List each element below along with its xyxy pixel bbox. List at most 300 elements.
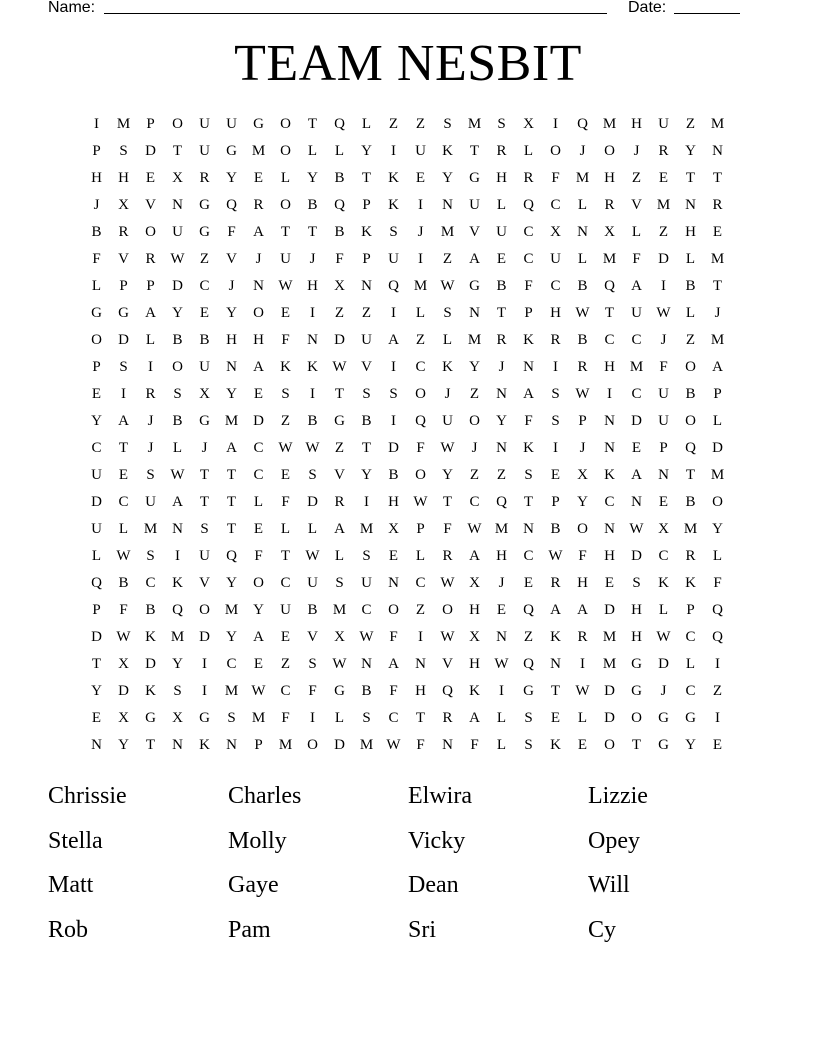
grid-letter: E bbox=[253, 386, 264, 402]
grid-letter: Q bbox=[577, 116, 588, 132]
grid-letter: X bbox=[523, 116, 534, 132]
grid-letter: O bbox=[253, 575, 264, 591]
grid-letter: J bbox=[498, 575, 505, 591]
grid-letter: E bbox=[280, 629, 291, 645]
grid-letter: S bbox=[497, 116, 506, 132]
grid-letter: F bbox=[416, 737, 425, 753]
grid-letter: G bbox=[334, 683, 345, 699]
grid-letter: E bbox=[577, 737, 588, 753]
grid-letter: A bbox=[118, 413, 129, 429]
grid-letter: Q bbox=[226, 197, 237, 213]
grid-letter: F bbox=[281, 710, 290, 726]
grid-letter: Q bbox=[334, 116, 345, 132]
grid-letter: X bbox=[334, 278, 345, 294]
grid-letter: E bbox=[388, 548, 399, 564]
grid-letter: M bbox=[251, 710, 266, 726]
grid-letter: N bbox=[496, 386, 507, 402]
grid-letter: J bbox=[579, 143, 586, 159]
grid-letter: W bbox=[116, 548, 131, 564]
grid-letter: F bbox=[470, 737, 479, 753]
grid-row bbox=[83, 597, 733, 624]
grid-letter: Z bbox=[496, 467, 507, 483]
grid-letter: T bbox=[631, 737, 642, 753]
grid-letter: S bbox=[200, 521, 209, 537]
grid-letter: M bbox=[251, 143, 266, 159]
grid-letter: O bbox=[172, 116, 183, 132]
grid-letter: C bbox=[523, 548, 534, 564]
grid-letter: N bbox=[361, 278, 372, 294]
grid-letter: I bbox=[310, 305, 315, 321]
grid-letter: X bbox=[334, 629, 345, 645]
word-list-row bbox=[48, 823, 768, 868]
grid-letter: N bbox=[91, 737, 102, 753]
grid-letter: W bbox=[170, 467, 185, 483]
grid-letter: D bbox=[334, 737, 345, 753]
grid-letter: H bbox=[577, 575, 588, 591]
grid-letter: T bbox=[280, 548, 291, 564]
grid-letter: B bbox=[172, 413, 183, 429]
grid-letter: T bbox=[415, 710, 426, 726]
grid-letter: I bbox=[310, 386, 315, 402]
grid-letter: P bbox=[146, 116, 155, 132]
grid-letter: W bbox=[575, 683, 590, 699]
grid-letter: S bbox=[362, 386, 371, 402]
grid-letter: R bbox=[604, 197, 615, 213]
grid-letter: B bbox=[685, 494, 696, 510]
grid-letter: G bbox=[226, 143, 237, 159]
grid-letter: X bbox=[469, 575, 480, 591]
grid-letter: L bbox=[631, 224, 642, 240]
grid-letter: G bbox=[199, 197, 210, 213]
grid-letter: P bbox=[146, 278, 155, 294]
grid-letter: D bbox=[118, 683, 129, 699]
grid-letter: C bbox=[631, 386, 642, 402]
grid-letter: N bbox=[550, 656, 561, 672]
grid-letter: E bbox=[658, 494, 669, 510]
grid-letter: B bbox=[91, 224, 102, 240]
grid-letter: R bbox=[550, 332, 561, 348]
grid-letter: M bbox=[359, 737, 374, 753]
grid-letter: Y bbox=[442, 170, 453, 186]
word-list-item: Lizzie bbox=[588, 783, 648, 809]
grid-letter: E bbox=[496, 251, 507, 267]
grid-letter: G bbox=[145, 710, 156, 726]
grid-letter: S bbox=[362, 710, 371, 726]
word-list-item: Rob bbox=[48, 916, 89, 943]
grid-letter: D bbox=[145, 656, 156, 672]
grid-letter: A bbox=[253, 359, 264, 375]
grid-letter: M bbox=[224, 413, 239, 429]
grid-letter: L bbox=[523, 143, 534, 159]
grid-letter: N bbox=[577, 224, 588, 240]
grid-letter: P bbox=[119, 278, 128, 294]
grid-letter: F bbox=[254, 548, 263, 564]
grid-letter: T bbox=[550, 683, 561, 699]
grid-letter: S bbox=[119, 359, 128, 375]
grid-letter: V bbox=[631, 197, 642, 213]
grid-letter: D bbox=[199, 629, 210, 645]
grid-letter: K bbox=[172, 575, 183, 591]
grid-letter: P bbox=[686, 602, 695, 618]
grid-letter: T bbox=[712, 278, 723, 294]
grid-letter: O bbox=[685, 359, 696, 375]
grid-letter: S bbox=[551, 386, 560, 402]
grid-letter: H bbox=[604, 359, 615, 375]
grid-letter: U bbox=[91, 521, 102, 537]
grid-letter: Q bbox=[685, 440, 696, 456]
grid-letter: K bbox=[523, 332, 534, 348]
grid-letter: J bbox=[417, 224, 424, 240]
grid-letter: T bbox=[91, 656, 102, 672]
grid-letter: V bbox=[307, 629, 318, 645]
grid-letter: M bbox=[170, 629, 185, 645]
grid-row bbox=[83, 570, 733, 597]
grid-letter: Z bbox=[685, 116, 696, 132]
grid-letter: G bbox=[658, 710, 669, 726]
grid-row bbox=[83, 732, 733, 759]
grid-row bbox=[83, 651, 733, 678]
grid-letter: B bbox=[685, 278, 696, 294]
grid-letter: W bbox=[629, 521, 644, 537]
grid-letter: K bbox=[145, 629, 156, 645]
grid-row bbox=[83, 543, 733, 570]
word-list-item: Opey bbox=[588, 827, 640, 854]
grid-letter: Y bbox=[226, 386, 237, 402]
grid-letter: Y bbox=[361, 467, 372, 483]
grid-letter: L bbox=[334, 143, 345, 159]
grid-letter: I bbox=[553, 440, 558, 456]
grid-letter: G bbox=[91, 305, 102, 321]
grid-letter: A bbox=[469, 710, 480, 726]
grid-letter: Q bbox=[415, 413, 426, 429]
grid-letter: I bbox=[580, 656, 585, 672]
grid-letter: A bbox=[145, 305, 156, 321]
grid-letter: Q bbox=[388, 278, 399, 294]
grid-letter: K bbox=[442, 359, 453, 375]
grid-letter: X bbox=[118, 197, 129, 213]
grid-letter: N bbox=[604, 440, 615, 456]
grid-letter: F bbox=[281, 494, 290, 510]
grid-letter: I bbox=[310, 710, 315, 726]
grid-letter: W bbox=[440, 629, 455, 645]
grid-letter: P bbox=[416, 521, 425, 537]
word-list-item: Matt bbox=[48, 872, 94, 898]
grid-letter: C bbox=[550, 197, 561, 213]
word-list-row bbox=[48, 867, 768, 912]
grid-letter: C bbox=[631, 332, 642, 348]
grid-letter: P bbox=[92, 359, 101, 375]
word-list-item: Stella bbox=[48, 827, 103, 854]
grid-letter: O bbox=[253, 305, 264, 321]
grid-letter: C bbox=[118, 494, 129, 510]
grid-letter: D bbox=[307, 494, 318, 510]
grid-letter: W bbox=[305, 548, 320, 564]
grid-letter: F bbox=[524, 413, 533, 429]
grid-letter: C bbox=[361, 602, 372, 618]
grid-letter: Y bbox=[253, 602, 264, 618]
grid-letter: O bbox=[685, 413, 696, 429]
grid-letter: F bbox=[119, 602, 128, 618]
grid-letter: D bbox=[91, 494, 102, 510]
word-list-item: Molly bbox=[228, 827, 287, 854]
grid-letter: R bbox=[334, 494, 345, 510]
grid-letter: Y bbox=[226, 170, 237, 186]
grid-letter: U bbox=[226, 116, 237, 132]
grid-letter: A bbox=[388, 656, 399, 672]
grid-letter: C bbox=[199, 278, 210, 294]
grid-letter: N bbox=[658, 467, 669, 483]
grid-letter: Z bbox=[631, 170, 642, 186]
grid-letter: T bbox=[118, 440, 129, 456]
grid-letter: B bbox=[685, 386, 696, 402]
grid-letter: Z bbox=[442, 251, 453, 267]
grid-letter: O bbox=[604, 737, 615, 753]
grid-letter: W bbox=[386, 737, 401, 753]
grid-letter: T bbox=[226, 494, 237, 510]
grid-letter: T bbox=[361, 440, 372, 456]
grid-letter: Q bbox=[496, 494, 507, 510]
grid-letter: Y bbox=[118, 737, 129, 753]
grid-letter: U bbox=[280, 251, 291, 267]
grid-letter: U bbox=[631, 305, 642, 321]
grid-letter: N bbox=[253, 278, 264, 294]
grid-letter: B bbox=[307, 602, 318, 618]
grid-letter: C bbox=[415, 575, 426, 591]
grid-row bbox=[83, 516, 733, 543]
grid-letter: W bbox=[575, 305, 590, 321]
grid-letter: C bbox=[145, 575, 156, 591]
grid-letter: F bbox=[443, 521, 452, 537]
grid-letter: O bbox=[415, 467, 426, 483]
grid-letter: C bbox=[604, 494, 615, 510]
grid-letter: M bbox=[629, 359, 644, 375]
grid-letter: A bbox=[253, 224, 264, 240]
grid-letter: V bbox=[442, 656, 453, 672]
grid-letter: R bbox=[523, 170, 534, 186]
grid-letter: Z bbox=[361, 305, 372, 321]
grid-letter: M bbox=[494, 521, 509, 537]
grid-letter: O bbox=[172, 359, 183, 375]
grid-letter: P bbox=[551, 494, 560, 510]
grid-row bbox=[83, 219, 733, 246]
grid-letter: I bbox=[202, 683, 207, 699]
grid-letter: E bbox=[415, 170, 426, 186]
grid-letter: U bbox=[361, 332, 372, 348]
grid-letter: P bbox=[362, 251, 371, 267]
grid-letter: S bbox=[362, 548, 371, 564]
grid-letter: N bbox=[496, 440, 507, 456]
grid-letter: I bbox=[715, 656, 720, 672]
grid-letter: P bbox=[578, 413, 587, 429]
grid-letter: H bbox=[631, 629, 642, 645]
word-list bbox=[48, 778, 768, 956]
grid-letter: N bbox=[226, 737, 237, 753]
grid-letter: G bbox=[334, 413, 345, 429]
grid-row bbox=[83, 489, 733, 516]
grid-letter: W bbox=[332, 359, 347, 375]
grid-letter: C bbox=[253, 467, 264, 483]
grid-letter: E bbox=[118, 467, 129, 483]
grid-letter: L bbox=[172, 440, 183, 456]
grid-letter: M bbox=[224, 602, 239, 618]
grid-letter: U bbox=[469, 197, 480, 213]
grid-letter: F bbox=[551, 170, 560, 186]
grid-letter: N bbox=[415, 656, 426, 672]
grid-row bbox=[83, 705, 733, 732]
grid-letter: B bbox=[496, 278, 507, 294]
grid-letter: W bbox=[440, 440, 455, 456]
grid-letter: W bbox=[494, 656, 509, 672]
grid-letter: N bbox=[307, 332, 318, 348]
grid-letter: G bbox=[199, 224, 210, 240]
grid-letter: P bbox=[524, 305, 533, 321]
grid-letter: T bbox=[523, 494, 534, 510]
grid-letter: H bbox=[469, 602, 480, 618]
grid-letter: N bbox=[523, 521, 534, 537]
grid-letter: Y bbox=[226, 575, 237, 591]
grid-letter: F bbox=[632, 251, 641, 267]
grid-letter: H bbox=[469, 656, 480, 672]
grid-letter: N bbox=[604, 521, 615, 537]
grid-letter: B bbox=[577, 278, 588, 294]
grid-letter: Z bbox=[415, 332, 426, 348]
grid-letter: W bbox=[413, 494, 428, 510]
grid-letter: S bbox=[632, 575, 641, 591]
grid-letter: X bbox=[604, 224, 615, 240]
grid-letter: K bbox=[145, 683, 156, 699]
grid-letter: S bbox=[227, 710, 236, 726]
grid-letter: G bbox=[523, 683, 534, 699]
grid-letter: H bbox=[550, 305, 561, 321]
grid-letter: R bbox=[253, 197, 264, 213]
grid-letter: G bbox=[631, 683, 642, 699]
grid-letter: E bbox=[658, 170, 669, 186]
grid-letter: T bbox=[226, 521, 237, 537]
grid-letter: O bbox=[469, 413, 480, 429]
grid-letter: L bbox=[91, 548, 102, 564]
grid-letter: K bbox=[604, 467, 615, 483]
grid-letter: A bbox=[172, 494, 183, 510]
grid-letter: N bbox=[604, 413, 615, 429]
grid-letter: Z bbox=[685, 332, 696, 348]
grid-letter: L bbox=[307, 521, 318, 537]
grid-letter: T bbox=[442, 494, 453, 510]
grid-row bbox=[83, 462, 733, 489]
grid-letter: K bbox=[658, 575, 669, 591]
grid-letter: I bbox=[553, 116, 558, 132]
name-blank-line[interactable] bbox=[104, 12, 607, 14]
grid-letter: B bbox=[118, 575, 129, 591]
word-list-item: Charles bbox=[228, 783, 302, 809]
grid-letter: H bbox=[685, 224, 696, 240]
grid-letter: I bbox=[418, 629, 423, 645]
grid-letter: I bbox=[175, 548, 180, 564]
grid-letter: X bbox=[577, 467, 588, 483]
grid-letter: T bbox=[172, 143, 183, 159]
grid-letter: L bbox=[145, 332, 156, 348]
grid-letter: N bbox=[631, 494, 642, 510]
grid-letter: B bbox=[388, 467, 399, 483]
grid-letter: E bbox=[550, 710, 561, 726]
grid-letter: S bbox=[443, 305, 452, 321]
grid-letter: L bbox=[91, 278, 102, 294]
grid-letter: G bbox=[199, 710, 210, 726]
grid-letter: L bbox=[685, 305, 696, 321]
word-list-item: Will bbox=[588, 872, 630, 898]
grid-letter: C bbox=[91, 440, 102, 456]
grid-letter: D bbox=[604, 683, 615, 699]
grid-letter: O bbox=[577, 521, 588, 537]
grid-letter: N bbox=[712, 143, 723, 159]
grid-letter: J bbox=[228, 278, 235, 294]
grid-letter: Q bbox=[442, 683, 453, 699]
grid-letter: R bbox=[442, 710, 453, 726]
grid-letter: G bbox=[253, 116, 264, 132]
grid-row bbox=[83, 165, 733, 192]
grid-letter: C bbox=[280, 683, 291, 699]
grid-letter: M bbox=[467, 332, 482, 348]
grid-letter: P bbox=[362, 197, 371, 213]
grid-letter: T bbox=[361, 170, 372, 186]
grid-letter: Q bbox=[523, 602, 534, 618]
grid-letter: M bbox=[575, 170, 590, 186]
grid-letter: U bbox=[172, 224, 183, 240]
grid-letter: M bbox=[440, 224, 455, 240]
grid-letter: I bbox=[607, 386, 612, 402]
grid-letter: B bbox=[334, 170, 345, 186]
grid-letter: L bbox=[334, 548, 345, 564]
grid-row bbox=[83, 111, 733, 138]
grid-letter: Y bbox=[91, 413, 102, 429]
grid-letter: E bbox=[550, 467, 561, 483]
grid-letter: B bbox=[307, 197, 318, 213]
grid-letter: D bbox=[604, 602, 615, 618]
grid-letter: Q bbox=[604, 278, 615, 294]
grid-letter: K bbox=[280, 359, 291, 375]
grid-letter: U bbox=[388, 251, 399, 267]
grid-letter: M bbox=[656, 197, 671, 213]
grid-letter: A bbox=[550, 602, 561, 618]
grid-letter: D bbox=[658, 251, 669, 267]
grid-letter: W bbox=[440, 278, 455, 294]
grid-letter: M bbox=[224, 683, 239, 699]
grid-letter: R bbox=[577, 359, 588, 375]
grid-letter: A bbox=[388, 332, 399, 348]
grid-letter: I bbox=[418, 197, 423, 213]
date-blank-line[interactable] bbox=[674, 12, 740, 14]
grid-letter: C bbox=[415, 359, 426, 375]
grid-letter: H bbox=[631, 602, 642, 618]
grid-letter: U bbox=[658, 413, 669, 429]
date-label: Date: bbox=[628, 0, 667, 16]
grid-letter: K bbox=[388, 197, 399, 213]
grid-letter: W bbox=[278, 440, 293, 456]
grid-letter: S bbox=[173, 386, 182, 402]
grid-letter: K bbox=[361, 224, 372, 240]
grid-letter: A bbox=[253, 629, 264, 645]
grid-letter: L bbox=[280, 170, 291, 186]
grid-letter: O bbox=[145, 224, 156, 240]
grid-letter: G bbox=[685, 710, 696, 726]
grid-letter: W bbox=[467, 521, 482, 537]
grid-letter: L bbox=[118, 521, 129, 537]
grid-letter: S bbox=[146, 467, 155, 483]
grid-letter: T bbox=[712, 170, 723, 186]
grid-letter: Y bbox=[442, 467, 453, 483]
grid-letter: Z bbox=[469, 467, 480, 483]
grid-letter: T bbox=[685, 170, 696, 186]
grid-letter: E bbox=[712, 224, 723, 240]
